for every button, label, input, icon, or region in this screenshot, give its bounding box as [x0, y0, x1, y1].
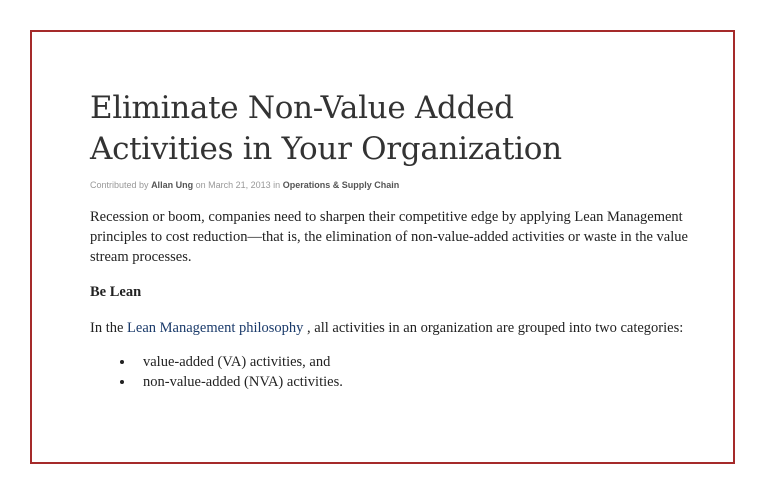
publish-date: March 21, 2013: [208, 179, 271, 190]
category-link[interactable]: Operations & Supply Chain: [282, 179, 400, 190]
list-item: • value-added (VA) activities, and: [135, 352, 690, 372]
meta-on: on: [195, 179, 206, 190]
intro-paragraph: Recession or boom, companies need to sharpen their competitive edge by applying Lean Management principles to cost reduction—that is, the elimination of non-value-added activities or waste in the value stream processes.: [90, 208, 688, 265]
meta-in: in: [273, 179, 281, 190]
para2-before: In the: [90, 319, 128, 336]
section-heading: Be Lean: [90, 283, 142, 300]
title-line-1: Eliminate Non-Value Added: [90, 90, 514, 126]
article-title: [90, 88, 690, 170]
author-link[interactable]: Allan Ung: [151, 179, 194, 190]
lean-philosophy-link[interactable]: Lean Management philosophy: [127, 319, 304, 336]
list-item: • non-value-added (NVA) activities.: [135, 372, 690, 392]
article: [90, 88, 690, 392]
article-meta: [90, 180, 690, 190]
activity-list: [90, 352, 690, 392]
title-line-2: Activities in Your Organization: [90, 130, 562, 167]
categories-paragraph: [90, 318, 690, 338]
para2-after: , all activities in an organization are grouped into two categories:: [303, 319, 684, 336]
meta-prefix: Contributed by: [90, 179, 149, 190]
